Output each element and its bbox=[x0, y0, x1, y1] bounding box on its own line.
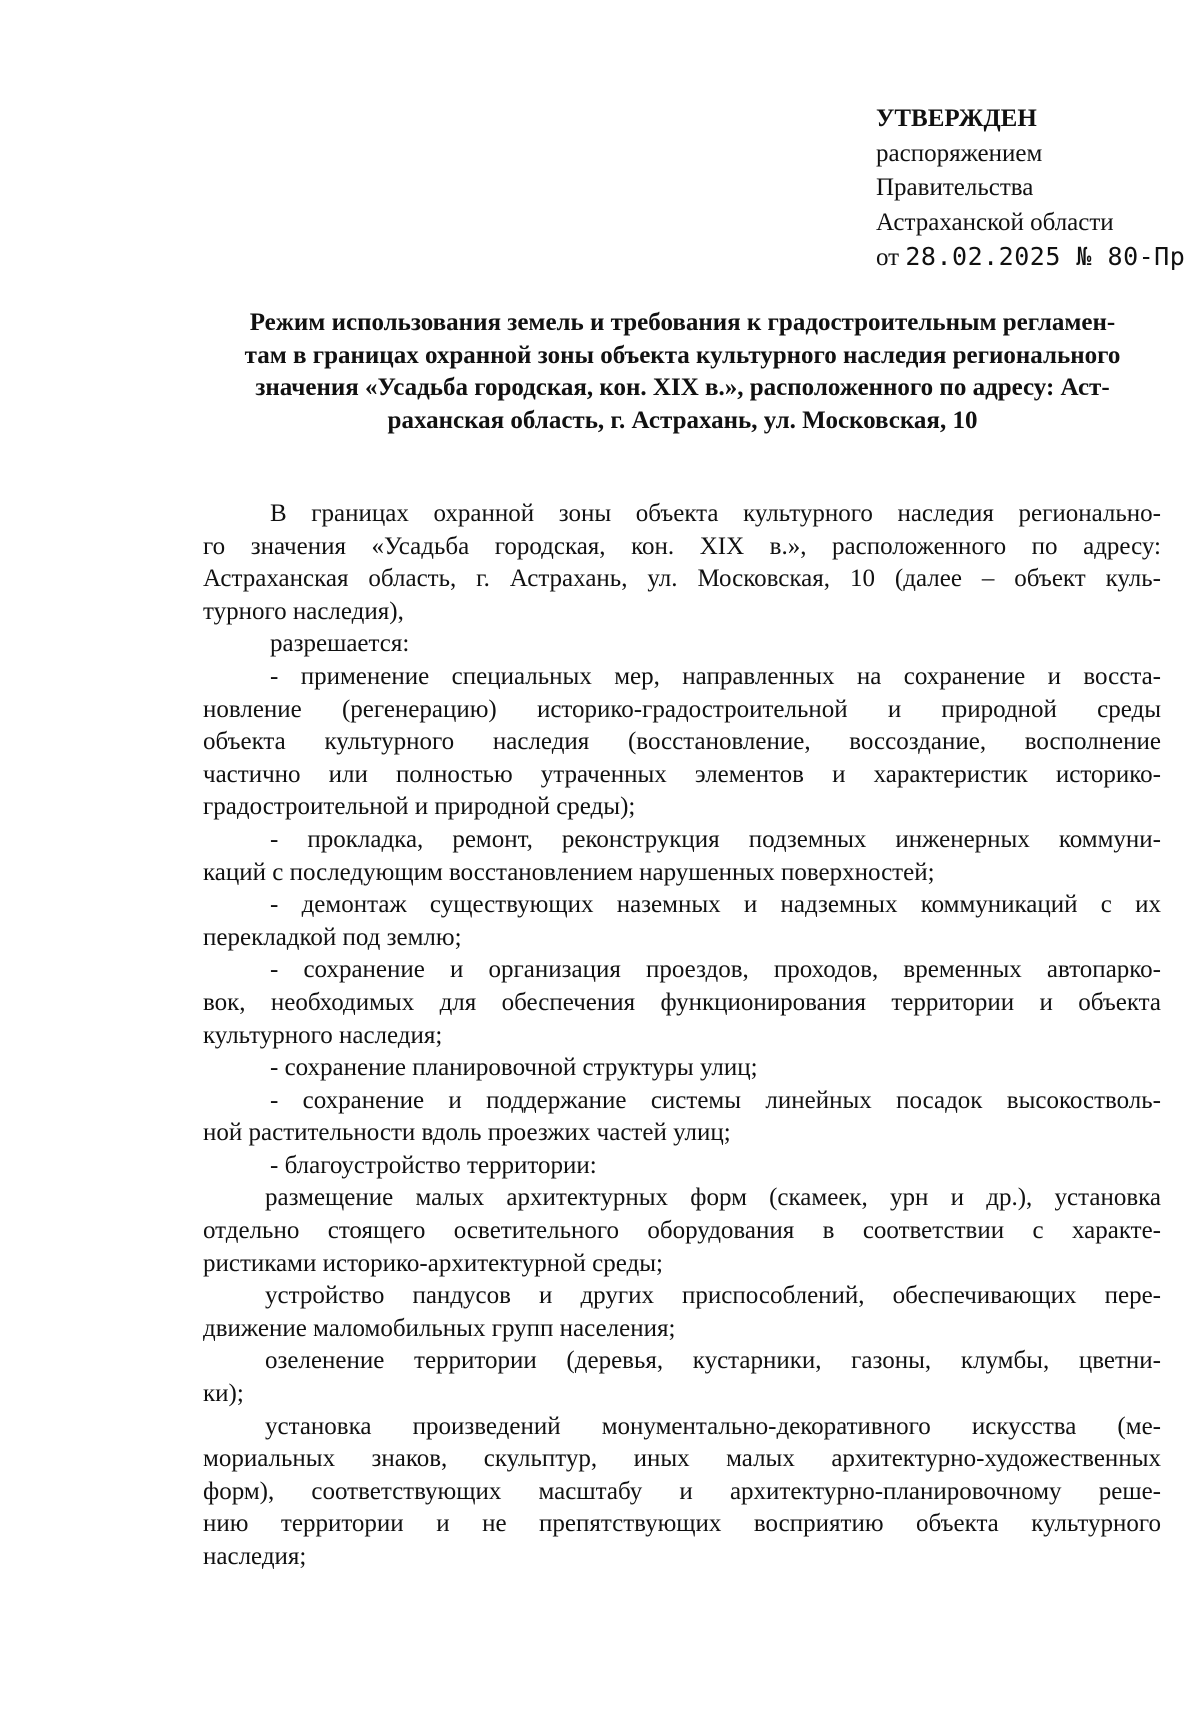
document-title bbox=[205, 307, 1160, 437]
body-line: - применение специальных мер, направленных на сохранение и восста- bbox=[270, 662, 1161, 690]
title-line: там в границах охранной зоны объекта культурного наследия регионального bbox=[244, 341, 1121, 369]
body-line: размещение малых архитектурных форм (скамеек, урн и др.), установка bbox=[265, 1184, 1161, 1212]
body-line: ристиками историко-архитектурной среды; bbox=[203, 1249, 663, 1277]
body-line: мориальных знаков, скульптур, иных малых архитектурно-художественных bbox=[203, 1445, 1161, 1473]
body-line: перекладкой под землю; bbox=[203, 923, 462, 951]
body-line: ки); bbox=[203, 1380, 244, 1408]
body-line: разрешается: bbox=[270, 630, 410, 658]
body-line: культурного наследия; bbox=[203, 1021, 443, 1049]
body-line: градостроительной и природной среды); bbox=[203, 793, 636, 821]
body-line: нию территории и не препятствующих восприятию объекта культурного bbox=[203, 1510, 1161, 1538]
body-line: форм), соответствующих масштабу и архитектурно-планировочному реше- bbox=[203, 1477, 1161, 1505]
body-line: вок, необходимых для обеспечения функционирования территории и объекта bbox=[203, 988, 1161, 1016]
body-line: наследия; bbox=[203, 1543, 307, 1570]
approval-block bbox=[876, 102, 1196, 276]
body-line: - демонтаж существующих наземных и надземных коммуникаций с их bbox=[270, 891, 1161, 919]
approval-date-number: 28.02.2025 № 80-Пр bbox=[905, 242, 1186, 271]
approval-date-line bbox=[876, 240, 1196, 276]
body-line: ной растительности вдоль проезжих частей улиц; bbox=[203, 1119, 731, 1147]
body-line: движение маломобильных групп населения; bbox=[203, 1314, 676, 1342]
title-line: Режим использования земель и требования к градостроительным регламен- bbox=[249, 309, 1116, 336]
body-line: каций с последующим восстановлением нарушенных поверхностей; bbox=[203, 858, 935, 886]
body-line: - прокладка, ремонт, реконструкция подземных инженерных коммуни- bbox=[270, 825, 1161, 853]
body-line: - сохранение планировочной структуры улиц; bbox=[270, 1054, 758, 1082]
approval-stamp: УТВЕРЖДЕН bbox=[876, 105, 1037, 132]
body-line: - сохранение и организация проездов, проходов, временных автопарко- bbox=[270, 956, 1161, 984]
body-line: новление (регенерацию) историко-градостроительной и природной среды bbox=[203, 695, 1161, 723]
approval-line: распоряжением bbox=[876, 139, 1043, 167]
body-line: В границах охранной зоны объекта культурного наследия регионально- bbox=[270, 500, 1161, 527]
body-line: устройство пандусов и других приспособлений, обеспечивающих пере- bbox=[265, 1282, 1161, 1310]
approval-line: Астраханской области bbox=[876, 208, 1114, 236]
body-line: турного наследия), bbox=[203, 597, 404, 625]
title-line: значения «Усадьба городская, кон. XIX в.», расположенного по адресу: Аст- bbox=[255, 374, 1110, 401]
body-line: го значения «Усадьба городская, кон. XIX в.», расположенного по адресу: bbox=[203, 532, 1161, 560]
body-line: - благоустройство территории: bbox=[270, 1151, 597, 1179]
body-line: Астраханская область, г. Астрахань, ул. Московская, 10 (далее – объект куль- bbox=[203, 565, 1161, 593]
body-line: озеленение территории (деревья, кустарники, газоны, клумбы, цветни- bbox=[265, 1347, 1161, 1375]
approval-date-prefix: от bbox=[876, 244, 900, 271]
body-line: объекта культурного наследия (восстановление, воссоздание, восполнение bbox=[203, 728, 1161, 756]
title-line: раханская область, г. Астрахань, ул. Московская, 10 bbox=[387, 406, 978, 434]
body-line: - сохранение и поддержание системы линейных посадок высокостволь- bbox=[270, 1086, 1161, 1114]
body-line: отдельно стоящего осветительного оборудования в соответствии с характе- bbox=[203, 1217, 1161, 1245]
body-line: частично или полностью утраченных элементов и характеристик историко- bbox=[203, 760, 1161, 788]
body-line: установка произведений монументально-декоративного искусства (ме- bbox=[265, 1412, 1161, 1440]
document-body bbox=[203, 498, 1161, 1574]
approval-line: Правительства bbox=[876, 174, 1034, 201]
